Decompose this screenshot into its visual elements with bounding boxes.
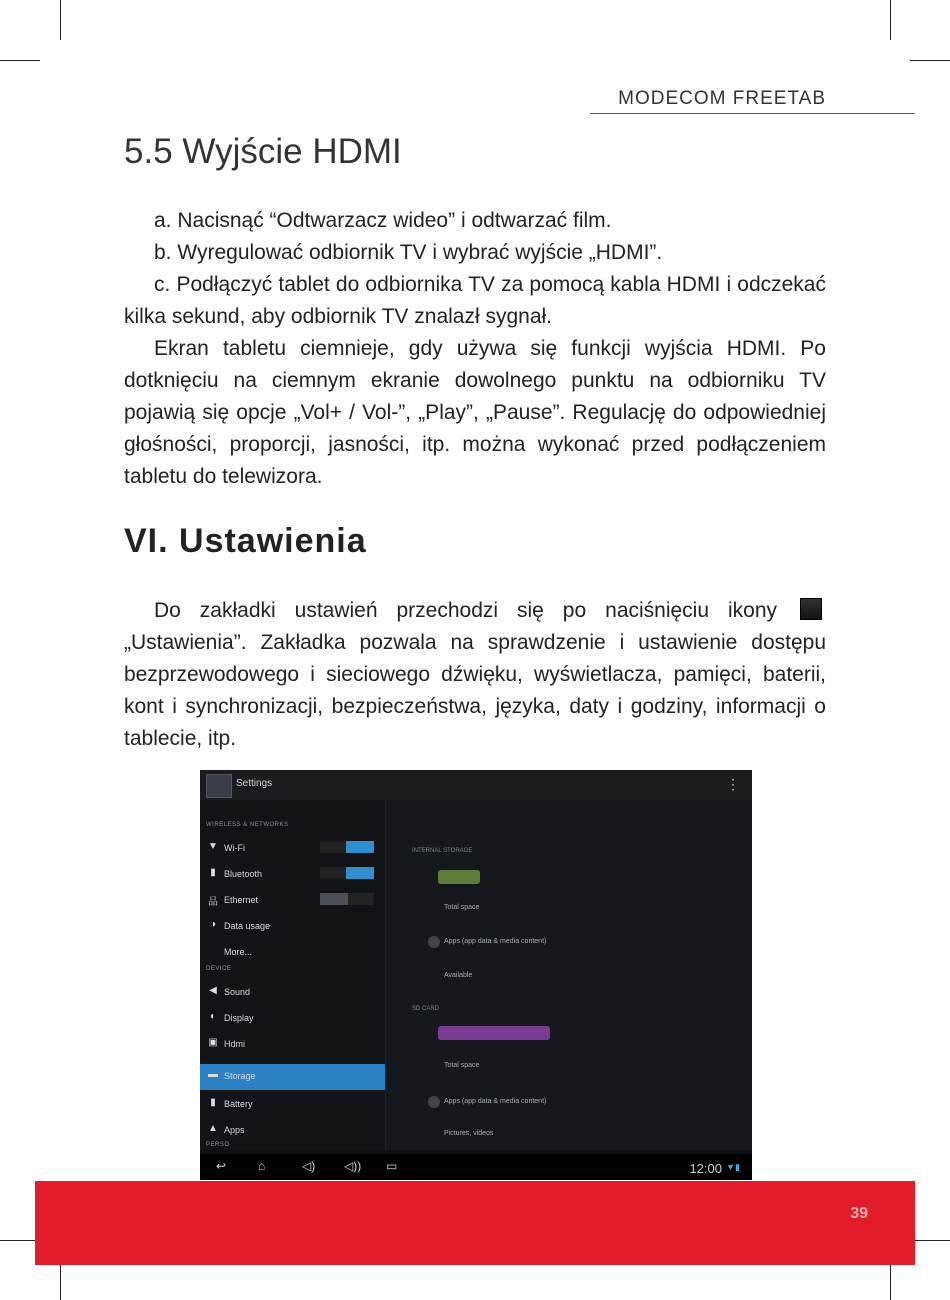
- storage-icon: ▬: [208, 1069, 218, 1080]
- internal-usage-bar: [438, 870, 480, 884]
- settings-item-label: Battery: [224, 1099, 253, 1109]
- action-bar-title: Settings: [236, 778, 273, 789]
- apps-icon: ▲: [208, 1123, 218, 1134]
- settings-item-storage[interactable]: [200, 1064, 385, 1090]
- settings-item-wifi[interactable]: [200, 836, 385, 858]
- category-wireless: WIRELESS & NETWORKS: [206, 822, 289, 828]
- settings-item-more[interactable]: [200, 940, 385, 962]
- status-clock: 12:00: [689, 1161, 722, 1176]
- settings-item-battery[interactable]: [200, 1092, 385, 1114]
- action-bar: [200, 770, 752, 801]
- settings-item-label: Hdmi: [224, 1039, 246, 1049]
- settings-screenshot: [200, 770, 752, 1180]
- category-personal: PERSO: [206, 1142, 230, 1148]
- running-header: MODECOM FREETAB: [618, 88, 826, 109]
- volume-down-icon[interactable]: ◁): [302, 1159, 316, 1173]
- wifi-signal-icon: ▼▮: [726, 1162, 740, 1172]
- settings-paragraph: [124, 595, 826, 755]
- step-c: c. Podłączyć tablet do odbiornika TV za pomocą kabla HDMI i odczekać kilka sekund, aby odbiornik TV znalazł sygnał.: [124, 273, 826, 328]
- overflow-menu-icon[interactable]: ⋮: [726, 776, 740, 792]
- settings-item-sound[interactable]: [200, 980, 385, 1002]
- apps-dot-2: [428, 1096, 440, 1108]
- wifi-toggle[interactable]: [320, 841, 374, 853]
- settings-item-data-usage[interactable]: [200, 914, 385, 936]
- step-b: b. Wyregulować odbiornik TV i wybrać wyjście „HDMI”.: [154, 241, 663, 264]
- crop-mark: [0, 1240, 40, 1241]
- available-label: Available: [444, 972, 473, 979]
- settings-text-after: „Ustawienia”. Zakładka pozwala na sprawdzenie i ustawienie dostępu bezprzewodowego i sieciowego dźwięku, wyświetlacza, pamięci, baterii, kont i synchronizacji, bezpieczeństwa, języka, daty i godziny, informacji o tablecie, itp.: [124, 631, 826, 750]
- back-icon[interactable]: ↩: [216, 1159, 227, 1173]
- storage-detail-pane: [386, 800, 752, 1150]
- apps-label: Apps (app data & media content): [444, 938, 547, 945]
- settings-item-hdmi[interactable]: [200, 1032, 385, 1054]
- sd-card-header: SD CARD: [412, 1006, 440, 1012]
- page-number: 39: [850, 1205, 868, 1222]
- display-icon: ◐: [209, 1011, 217, 1022]
- bluetooth-icon: ▮: [210, 867, 216, 878]
- settings-item-bluetooth[interactable]: [200, 862, 385, 884]
- settings-item-ethernet[interactable]: [200, 888, 385, 910]
- settings-item-label: More...: [224, 947, 253, 957]
- chapter-title: VI. Ustawienia: [124, 522, 367, 560]
- settings-item-label: Bluetooth: [224, 869, 263, 879]
- ethernet-icon: 品: [208, 897, 218, 908]
- crop-mark: [0, 60, 40, 61]
- internal-storage-header: INTERNAL STORAGE: [412, 848, 473, 854]
- settings-item-label: Data usage: [224, 921, 271, 931]
- settings-list: [200, 800, 386, 1150]
- crop-mark: [890, 1260, 891, 1300]
- header-rule: [590, 113, 915, 114]
- crop-mark: [890, 0, 891, 40]
- total-space-label: Total space: [444, 904, 480, 911]
- sound-icon: ◀: [209, 985, 217, 996]
- section-title: 5.5 Wyjście HDMI: [124, 132, 402, 171]
- recent-apps-icon[interactable]: ▭: [386, 1159, 398, 1173]
- step-a: a. Nacisnąć “Odtwarzacz wideo” i odtwarzać film.: [154, 209, 612, 232]
- footer-band: [35, 1181, 915, 1265]
- system-nav-bar: [200, 1154, 752, 1180]
- settings-app-icon: [800, 598, 822, 620]
- category-device: DEVICE: [206, 966, 232, 972]
- settings-icon[interactable]: [206, 774, 232, 798]
- settings-item-label: Sound: [224, 987, 251, 997]
- step-list: [124, 205, 826, 493]
- hdmi-icon: ▣: [208, 1037, 218, 1048]
- ethernet-toggle[interactable]: [320, 893, 374, 905]
- settings-text-before: Do zakładki ustawień przechodzi się po naciśnięciu ikony: [154, 599, 778, 622]
- bluetooth-toggle[interactable]: [320, 867, 374, 879]
- volume-up-icon[interactable]: ◁)): [344, 1159, 362, 1173]
- apps-dot: [428, 936, 440, 948]
- settings-item-label: Wi-Fi: [224, 843, 245, 853]
- crop-mark: [60, 1260, 61, 1300]
- data-usage-icon: ◑: [209, 919, 217, 930]
- settings-item-label: Display: [224, 1013, 254, 1023]
- total-space-label-2: Total space: [444, 1062, 480, 1069]
- settings-item-label: Ethernet: [224, 895, 259, 905]
- battery-icon: ▮: [210, 1097, 216, 1108]
- sd-usage-bar: [438, 1026, 550, 1040]
- wifi-icon: ▼: [208, 841, 218, 852]
- home-icon[interactable]: ⌂: [258, 1159, 266, 1173]
- settings-item-display[interactable]: [200, 1006, 385, 1028]
- pictures-label: Pictures, videos: [444, 1130, 494, 1137]
- settings-item-apps[interactable]: [200, 1118, 385, 1140]
- crop-mark: [910, 60, 950, 61]
- settings-item-label: Apps: [224, 1125, 245, 1135]
- hdmi-paragraph: Ekran tabletu ciemnieje, gdy używa się funkcji wyjścia HDMI. Po dotknięciu na ciemnym ekranie dowolnego punktu na odbiorniku TV pojawią się opcje „Vol+ / Vol-”, „Play”, „Pause”. Regulację do odpowiedniej głośności, proporcji, jasności, itp. można wykonać przed podłączeniem tabletu do telewizora.: [124, 337, 826, 488]
- apps-label-2: Apps (app data & media content): [444, 1098, 547, 1105]
- settings-item-label: Storage: [224, 1071, 256, 1081]
- crop-mark: [60, 0, 61, 40]
- crop-mark: [910, 1240, 950, 1241]
